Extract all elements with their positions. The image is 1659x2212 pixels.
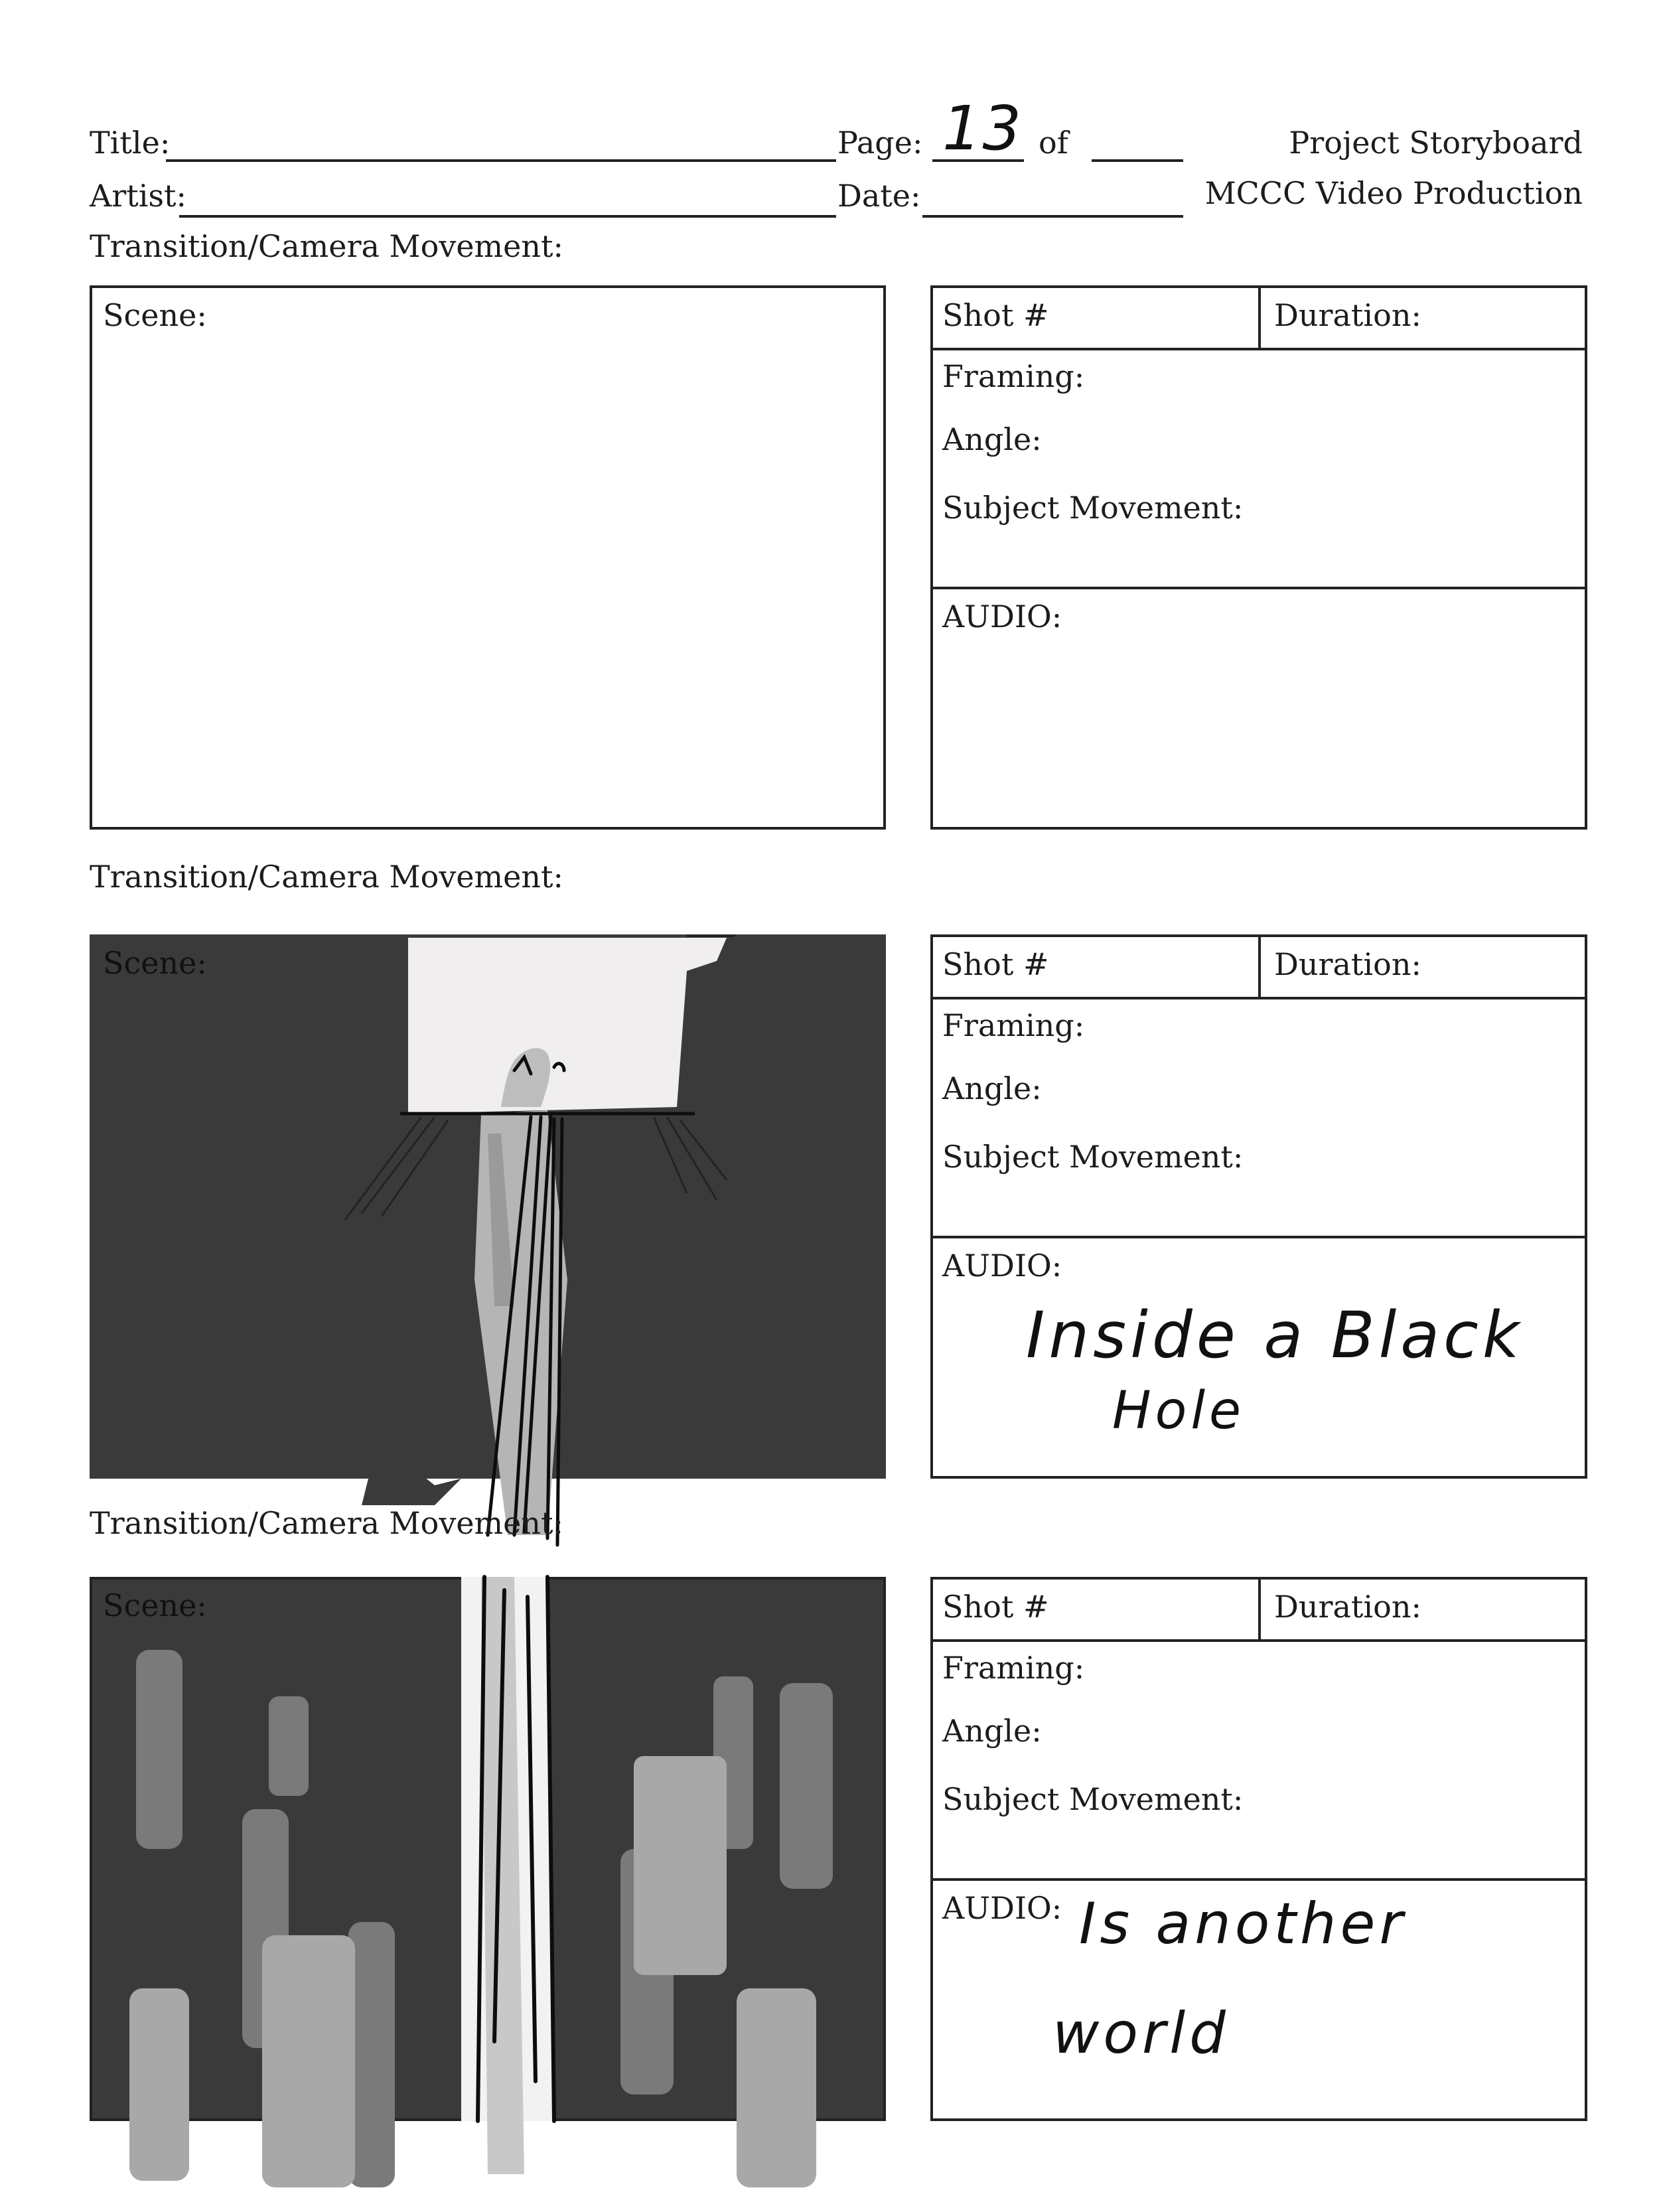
subject-movement-label: Subject Movement: bbox=[942, 1781, 1244, 1817]
audio-label: AUDIO: bbox=[942, 1890, 1062, 1926]
audio-cell[interactable] bbox=[933, 587, 1585, 827]
duration-cell[interactable] bbox=[1261, 1580, 1585, 1642]
scene-frame[interactable] bbox=[90, 934, 886, 1479]
duration-label: Duration: bbox=[1274, 946, 1421, 982]
audio-cell[interactable] bbox=[933, 1878, 1585, 2118]
transition-label: Transition/Camera Movement: bbox=[90, 1505, 564, 1541]
audio-handwritten-line2: Hole bbox=[1112, 1381, 1246, 1441]
angle-label: Angle: bbox=[942, 1070, 1042, 1106]
shot-info-box bbox=[930, 285, 1587, 830]
page-label: Page: bbox=[837, 125, 923, 161]
artist-label: Artist: bbox=[90, 178, 186, 214]
audio-cell[interactable] bbox=[933, 1236, 1585, 1476]
project-subtitle: MCCC Video Production bbox=[1204, 175, 1583, 211]
shot-number-cell[interactable] bbox=[933, 937, 1261, 999]
shot-label: Shot # bbox=[942, 1589, 1049, 1625]
scene-sketch-world bbox=[90, 1577, 886, 2187]
framing-label: Framing: bbox=[942, 1007, 1085, 1043]
shot-number-cell[interactable] bbox=[933, 1580, 1261, 1642]
subject-movement-label: Subject Movement: bbox=[942, 490, 1244, 526]
scene-label: Scene: bbox=[103, 1587, 207, 1623]
subject-movement-label: Subject Movement: bbox=[942, 1139, 1244, 1175]
duration-label: Duration: bbox=[1274, 1589, 1421, 1625]
duration-cell[interactable] bbox=[1261, 288, 1585, 350]
audio-handwritten-line1: Inside a Black bbox=[1026, 1298, 1524, 1372]
angle-label: Angle: bbox=[942, 421, 1042, 457]
shot-label: Shot # bbox=[942, 946, 1049, 982]
shot-label: Shot # bbox=[942, 297, 1049, 333]
scene-label: Scene: bbox=[103, 297, 207, 333]
title-label: Title: bbox=[90, 125, 171, 161]
project-title: Project Storyboard bbox=[1289, 125, 1583, 161]
transition-label: Transition/Camera Movement: bbox=[90, 228, 564, 264]
transition-label: Transition/Camera Movement: bbox=[90, 859, 564, 895]
angle-label: Angle: bbox=[942, 1713, 1042, 1749]
framing-label: Framing: bbox=[942, 1650, 1085, 1686]
scene-label: Scene: bbox=[103, 945, 207, 981]
scene-frame[interactable] bbox=[90, 285, 886, 830]
scene-sketch-tunnel bbox=[90, 934, 886, 1532]
date-label: Date: bbox=[837, 178, 921, 214]
artist-field[interactable] bbox=[179, 215, 836, 218]
audio-handwritten-line1: Is another bbox=[1079, 1891, 1407, 1957]
scene-frame[interactable] bbox=[90, 1577, 886, 2121]
title-field[interactable] bbox=[166, 159, 836, 162]
shot-info-box bbox=[930, 1577, 1587, 2121]
duration-label: Duration: bbox=[1274, 297, 1421, 333]
audio-handwritten-line2: world bbox=[1052, 2000, 1230, 2067]
page-number-handwritten: 13 bbox=[942, 93, 1023, 164]
audio-label: AUDIO: bbox=[942, 599, 1062, 634]
shot-number-cell[interactable] bbox=[933, 288, 1261, 350]
audio-label: AUDIO: bbox=[942, 1248, 1062, 1284]
total-pages-field[interactable] bbox=[1092, 159, 1183, 162]
date-field[interactable] bbox=[922, 215, 1183, 218]
shot-info-box bbox=[930, 934, 1587, 1479]
duration-cell[interactable] bbox=[1261, 937, 1585, 999]
of-label: of bbox=[1039, 125, 1068, 161]
framing-label: Framing: bbox=[942, 358, 1085, 394]
